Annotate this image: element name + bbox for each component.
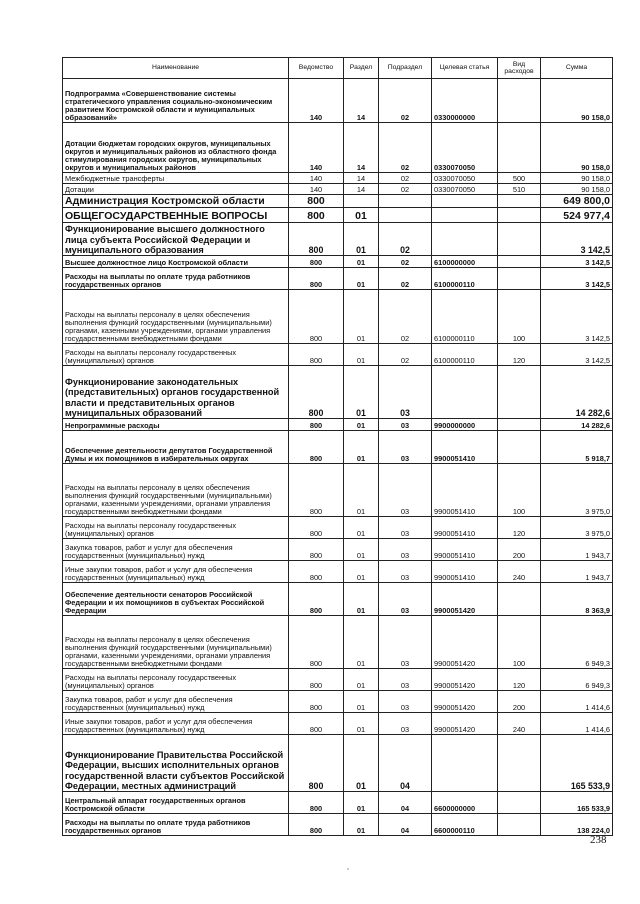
cell-dept: 800 bbox=[289, 290, 344, 344]
cell-section bbox=[344, 195, 379, 208]
cell-exptype: 240 bbox=[498, 713, 541, 735]
cell-sum: 90 158,0 bbox=[541, 123, 613, 173]
cell-dept: 140 bbox=[289, 173, 344, 184]
cell-dept: 140 bbox=[289, 79, 344, 123]
header-target: Целевая статья bbox=[432, 58, 498, 79]
cell-dept: 800 bbox=[289, 223, 344, 256]
cell-subsection: 02 bbox=[379, 290, 432, 344]
cell-sum: 3 142,5 bbox=[541, 344, 613, 366]
cell-sum: 1 414,6 bbox=[541, 691, 613, 713]
cell-dept: 800 bbox=[289, 419, 344, 431]
cell-target: 0330070050 bbox=[432, 123, 498, 173]
cell-target: 6600000110 bbox=[432, 814, 498, 836]
cell-sum: 524 977,4 bbox=[541, 208, 613, 223]
cell-section: 01 bbox=[344, 268, 379, 290]
cell-exptype: 200 bbox=[498, 691, 541, 713]
cell-name: Функционирование законодательных (представительных) органов государственной власти и представительных органов муниципальных образований bbox=[63, 366, 289, 419]
cell-dept: 800 bbox=[289, 691, 344, 713]
cell-exptype: 200 bbox=[498, 539, 541, 561]
cell-subsection: 03 bbox=[379, 366, 432, 419]
cell-exptype: 120 bbox=[498, 669, 541, 691]
header-exptype: Вид расходов bbox=[498, 58, 541, 79]
cell-dept: 800 bbox=[289, 561, 344, 583]
cell-section: 14 bbox=[344, 79, 379, 123]
table-row bbox=[63, 184, 613, 195]
cell-sum: 8 363,9 bbox=[541, 583, 613, 616]
cell-subsection: 04 bbox=[379, 814, 432, 836]
table-row bbox=[63, 290, 613, 344]
cell-subsection: 03 bbox=[379, 691, 432, 713]
cell-target: 9900051420 bbox=[432, 691, 498, 713]
cell-subsection: 03 bbox=[379, 669, 432, 691]
table-row bbox=[63, 713, 613, 735]
cell-section: 01 bbox=[344, 366, 379, 419]
cell-dept: 800 bbox=[289, 539, 344, 561]
cell-section: 01 bbox=[344, 691, 379, 713]
cell-name: Центральный аппарат государственных органов Костромской области bbox=[63, 792, 289, 814]
cell-exptype: 100 bbox=[498, 616, 541, 669]
cell-section: 14 bbox=[344, 123, 379, 173]
cell-section: 01 bbox=[344, 223, 379, 256]
cell-subsection: 04 bbox=[379, 735, 432, 792]
cell-subsection: 03 bbox=[379, 583, 432, 616]
header-sum: Сумма bbox=[541, 58, 613, 79]
table-row bbox=[63, 583, 613, 616]
cell-exptype bbox=[498, 583, 541, 616]
cell-dept: 800 bbox=[289, 344, 344, 366]
table-row bbox=[63, 123, 613, 173]
cell-target: 9900051420 bbox=[432, 669, 498, 691]
cell-section: 01 bbox=[344, 561, 379, 583]
cell-subsection bbox=[379, 195, 432, 208]
cell-name: Иные закупки товаров, работ и услуг для обеспечения государственных (муниципальных) нужд bbox=[63, 561, 289, 583]
table-row bbox=[63, 431, 613, 464]
table-row bbox=[63, 195, 613, 208]
table-row bbox=[63, 669, 613, 691]
cell-exptype bbox=[498, 256, 541, 268]
cell-subsection: 03 bbox=[379, 561, 432, 583]
cell-exptype bbox=[498, 123, 541, 173]
header-dept: Ведомство bbox=[289, 58, 344, 79]
header-subsection: Подраздел bbox=[379, 58, 432, 79]
cell-sum: 3 142,5 bbox=[541, 223, 613, 256]
cell-name: Обеспечение деятельности сенаторов Российской Федерации и их помощников в субъектах Российской Федерации bbox=[63, 583, 289, 616]
cell-exptype: 120 bbox=[498, 344, 541, 366]
cell-sum: 165 533,9 bbox=[541, 735, 613, 792]
table-row bbox=[63, 792, 613, 814]
header-section: Раздел bbox=[344, 58, 379, 79]
cell-name: Обеспечение деятельности депутатов Государственной Думы и их помощников в избирательных округах bbox=[63, 431, 289, 464]
header-name: Наименование bbox=[63, 58, 289, 79]
table-body bbox=[63, 79, 613, 836]
table-row bbox=[63, 208, 613, 223]
cell-sum: 165 533,9 bbox=[541, 792, 613, 814]
cell-exptype: 120 bbox=[498, 517, 541, 539]
cell-target: 9900051420 bbox=[432, 616, 498, 669]
table-row bbox=[63, 256, 613, 268]
cell-target: 6600000000 bbox=[432, 792, 498, 814]
table-row bbox=[63, 616, 613, 669]
cell-sum: 14 282,6 bbox=[541, 366, 613, 419]
cell-exptype bbox=[498, 223, 541, 256]
cell-name: Расходы на выплаты по оплате труда работников государственных органов bbox=[63, 268, 289, 290]
cell-section: 01 bbox=[344, 583, 379, 616]
header-row bbox=[63, 58, 613, 79]
cell-subsection bbox=[379, 208, 432, 223]
cell-subsection: 03 bbox=[379, 431, 432, 464]
table-row bbox=[63, 268, 613, 290]
cell-dept: 800 bbox=[289, 616, 344, 669]
cell-target: 0330070050 bbox=[432, 173, 498, 184]
cell-exptype bbox=[498, 431, 541, 464]
cell-section: 01 bbox=[344, 344, 379, 366]
cell-exptype bbox=[498, 366, 541, 419]
cell-section: 01 bbox=[344, 256, 379, 268]
cell-target: 9900051410 bbox=[432, 561, 498, 583]
cell-target: 6100000000 bbox=[432, 256, 498, 268]
cell-name: Функционирование Правительства Российской Федерации, высших исполнительных органов государственной власти субъектов Российской Федерации, местных администраций bbox=[63, 735, 289, 792]
table-row bbox=[63, 814, 613, 836]
cell-section: 01 bbox=[344, 814, 379, 836]
cell-target: 9900051410 bbox=[432, 517, 498, 539]
cell-dept: 140 bbox=[289, 184, 344, 195]
cell-section: 01 bbox=[344, 290, 379, 344]
cell-exptype: 500 bbox=[498, 173, 541, 184]
cell-name: ОБЩЕГОСУДАРСТВЕННЫЕ ВОПРОСЫ bbox=[63, 208, 289, 223]
cell-target: 9900051420 bbox=[432, 583, 498, 616]
cell-dept: 800 bbox=[289, 195, 344, 208]
cell-target: 9900051420 bbox=[432, 713, 498, 735]
cell-name: Расходы на выплаты персоналу в целях обеспечения выполнения функций государственными (муниципальными) органами, казенными учреждениями, органами управления государственными внебюджетными фондами bbox=[63, 464, 289, 517]
table-row bbox=[63, 691, 613, 713]
cell-section: 14 bbox=[344, 173, 379, 184]
table-row bbox=[63, 223, 613, 256]
cell-section: 01 bbox=[344, 713, 379, 735]
cell-section: 01 bbox=[344, 431, 379, 464]
cell-subsection: 03 bbox=[379, 517, 432, 539]
cell-sum: 14 282,6 bbox=[541, 419, 613, 431]
cell-subsection: 02 bbox=[379, 268, 432, 290]
cell-name: Дотации бюджетам городских округов, муниципальных округов и муниципальных районов из областного фонда стимулирования городских округов, муниципальных округов и муниципальных районов bbox=[63, 123, 289, 173]
cell-exptype: 510 bbox=[498, 184, 541, 195]
cell-sum: 1 943,7 bbox=[541, 561, 613, 583]
table-row bbox=[63, 419, 613, 431]
cell-target bbox=[432, 195, 498, 208]
page-number: 238 bbox=[590, 834, 607, 846]
cell-subsection: 03 bbox=[379, 713, 432, 735]
cell-sum: 6 949,3 bbox=[541, 616, 613, 669]
cell-sum: 649 800,0 bbox=[541, 195, 613, 208]
cell-sum: 90 158,0 bbox=[541, 184, 613, 195]
cell-name: Функционирование высшего должностного лица субъекта Российской Федерации и муниципального образования bbox=[63, 223, 289, 256]
cell-exptype: 100 bbox=[498, 464, 541, 517]
table-row bbox=[63, 539, 613, 561]
cell-section: 01 bbox=[344, 464, 379, 517]
cell-target: 6100000110 bbox=[432, 344, 498, 366]
cell-name: Расходы на выплаты персоналу государственных (муниципальных) органов bbox=[63, 517, 289, 539]
cell-target: 9900000000 bbox=[432, 419, 498, 431]
cell-dept: 140 bbox=[289, 123, 344, 173]
cell-exptype bbox=[498, 792, 541, 814]
cell-dept: 800 bbox=[289, 669, 344, 691]
cell-subsection: 02 bbox=[379, 184, 432, 195]
cell-subsection: 03 bbox=[379, 464, 432, 517]
cell-section: 01 bbox=[344, 669, 379, 691]
cell-section: 01 bbox=[344, 616, 379, 669]
cell-target: 0330070050 bbox=[432, 184, 498, 195]
cell-dept: 800 bbox=[289, 792, 344, 814]
cell-dept: 800 bbox=[289, 366, 344, 419]
cell-subsection: 03 bbox=[379, 616, 432, 669]
cell-sum: 90 158,0 bbox=[541, 173, 613, 184]
table-row bbox=[63, 561, 613, 583]
cell-name: Расходы на выплаты персоналу государственных (муниципальных) органов bbox=[63, 669, 289, 691]
cell-sum: 5 918,7 bbox=[541, 431, 613, 464]
cell-target bbox=[432, 208, 498, 223]
cell-subsection: 02 bbox=[379, 123, 432, 173]
cell-name: Межбюджетные трансферты bbox=[63, 173, 289, 184]
cell-subsection: 02 bbox=[379, 79, 432, 123]
cell-dept: 800 bbox=[289, 268, 344, 290]
cell-name: Закупка товаров, работ и услуг для обеспечения государственных (муниципальных) нужд bbox=[63, 539, 289, 561]
cell-sum: 1 414,6 bbox=[541, 713, 613, 735]
cell-subsection: 02 bbox=[379, 223, 432, 256]
cell-exptype: 240 bbox=[498, 561, 541, 583]
cell-section: 01 bbox=[344, 517, 379, 539]
cell-name: Дотации bbox=[63, 184, 289, 195]
scan-speck bbox=[347, 868, 349, 870]
cell-name: Иные закупки товаров, работ и услуг для обеспечения государственных (муниципальных) нужд bbox=[63, 713, 289, 735]
cell-name: Закупка товаров, работ и услуг для обеспечения государственных (муниципальных) нужд bbox=[63, 691, 289, 713]
cell-sum: 3 142,5 bbox=[541, 290, 613, 344]
cell-target bbox=[432, 366, 498, 419]
cell-exptype bbox=[498, 79, 541, 123]
cell-subsection: 02 bbox=[379, 256, 432, 268]
cell-name: Высшее должностное лицо Костромской области bbox=[63, 256, 289, 268]
cell-exptype bbox=[498, 419, 541, 431]
table-row bbox=[63, 464, 613, 517]
cell-sum: 3 975,0 bbox=[541, 464, 613, 517]
cell-section: 01 bbox=[344, 735, 379, 792]
cell-exptype bbox=[498, 268, 541, 290]
cell-sum: 90 158,0 bbox=[541, 79, 613, 123]
cell-sum: 138 224,0 bbox=[541, 814, 613, 836]
cell-dept: 800 bbox=[289, 464, 344, 517]
cell-section: 14 bbox=[344, 184, 379, 195]
budget-table bbox=[62, 57, 613, 836]
cell-exptype bbox=[498, 208, 541, 223]
cell-sum: 3 142,5 bbox=[541, 268, 613, 290]
cell-sum: 3 975,0 bbox=[541, 517, 613, 539]
cell-dept: 800 bbox=[289, 735, 344, 792]
cell-sum: 6 949,3 bbox=[541, 669, 613, 691]
cell-sum: 1 943,7 bbox=[541, 539, 613, 561]
cell-name: Подпрограмма «Совершенствование системы стратегического управления социально-экономическим развитием Костромской области и муниципальных образований» bbox=[63, 79, 289, 123]
cell-target: 9900051410 bbox=[432, 539, 498, 561]
cell-dept: 800 bbox=[289, 431, 344, 464]
cell-section: 01 bbox=[344, 792, 379, 814]
cell-name: Администрация Костромской области bbox=[63, 195, 289, 208]
cell-name: Расходы на выплаты персоналу в целях обеспечения выполнения функций государственными (муниципальными) органами, казенными учреждениями, органами управления государственными внебюджетными фондами bbox=[63, 290, 289, 344]
table-row bbox=[63, 79, 613, 123]
cell-exptype bbox=[498, 814, 541, 836]
cell-sum: 3 142,5 bbox=[541, 256, 613, 268]
cell-subsection: 02 bbox=[379, 344, 432, 366]
table-row bbox=[63, 517, 613, 539]
cell-subsection: 03 bbox=[379, 539, 432, 561]
cell-subsection: 04 bbox=[379, 792, 432, 814]
table-row bbox=[63, 173, 613, 184]
cell-target: 9900051410 bbox=[432, 431, 498, 464]
cell-target bbox=[432, 223, 498, 256]
cell-exptype bbox=[498, 735, 541, 792]
cell-target: 6100000110 bbox=[432, 290, 498, 344]
cell-section: 01 bbox=[344, 208, 379, 223]
cell-subsection: 02 bbox=[379, 173, 432, 184]
cell-dept: 800 bbox=[289, 583, 344, 616]
cell-section: 01 bbox=[344, 539, 379, 561]
cell-exptype: 100 bbox=[498, 290, 541, 344]
cell-dept: 800 bbox=[289, 208, 344, 223]
cell-name: Расходы на выплаты персоналу в целях обеспечения выполнения функций государственными (муниципальными) органами, казенными учреждениями, органами управления государственными внебюджетными фондами bbox=[63, 616, 289, 669]
cell-name: Непрограммные расходы bbox=[63, 419, 289, 431]
cell-exptype bbox=[498, 195, 541, 208]
cell-dept: 800 bbox=[289, 517, 344, 539]
cell-target: 6100000110 bbox=[432, 268, 498, 290]
cell-name: Расходы на выплаты персоналу государственных (муниципальных) органов bbox=[63, 344, 289, 366]
cell-dept: 800 bbox=[289, 814, 344, 836]
table-row bbox=[63, 344, 613, 366]
cell-target: 9900051410 bbox=[432, 464, 498, 517]
cell-target: 0330000000 bbox=[432, 79, 498, 123]
cell-section: 01 bbox=[344, 419, 379, 431]
table-row bbox=[63, 366, 613, 419]
cell-name: Расходы на выплаты по оплате труда работников государственных органов bbox=[63, 814, 289, 836]
cell-target bbox=[432, 735, 498, 792]
cell-subsection: 03 bbox=[379, 419, 432, 431]
table-row bbox=[63, 735, 613, 792]
cell-dept: 800 bbox=[289, 256, 344, 268]
cell-dept: 800 bbox=[289, 713, 344, 735]
